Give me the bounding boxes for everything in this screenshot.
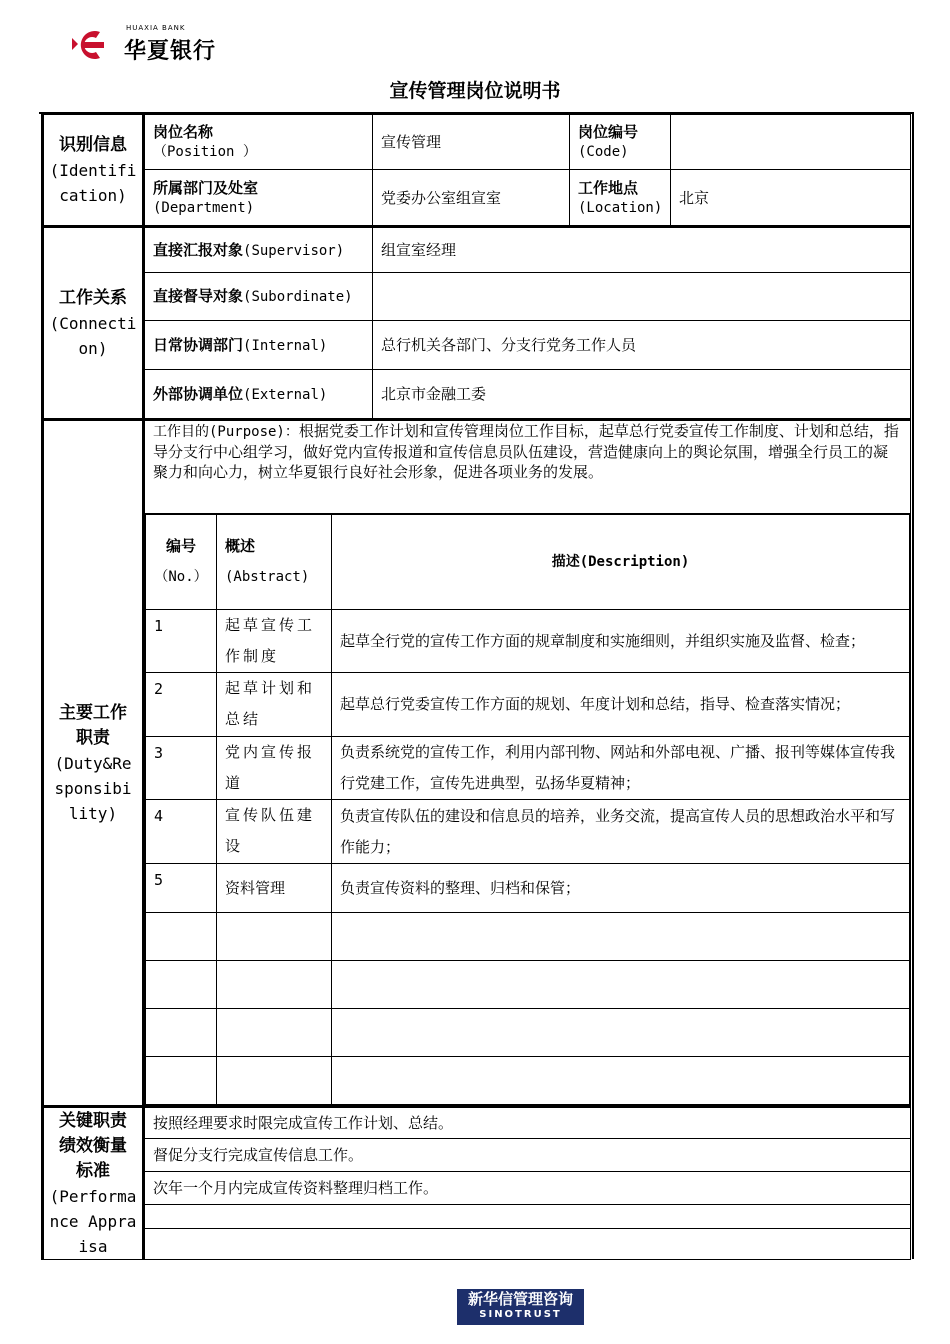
location-value: 北京 xyxy=(671,170,911,227)
duty-item-no: 1 xyxy=(146,610,217,673)
duty-item-abstract: 资料管理 xyxy=(217,864,332,913)
kpi-row xyxy=(43,1138,911,1171)
external-label-en: (External) xyxy=(243,386,328,403)
internal-label xyxy=(144,321,373,370)
duty-section-label xyxy=(43,420,144,1107)
duty-item-abstract: 起草计划和总结 xyxy=(217,673,332,737)
internal-value: 总行机关各部门、分支行党务工作人员 xyxy=(373,321,911,370)
department-label-en: (Department) xyxy=(153,199,255,216)
duty-item-no: 3 xyxy=(146,737,217,800)
connection-en: (Connection) xyxy=(49,313,137,358)
external-label-cn: 外部协调单位 xyxy=(153,384,244,403)
connection-section-label xyxy=(43,227,144,420)
duty-cn: 主要工作职责 xyxy=(59,702,127,748)
col-no-header xyxy=(146,515,217,610)
duty-item-description: 负责宣传资料的整理、归档和保管； xyxy=(332,864,910,913)
duty-item-row xyxy=(146,737,910,800)
footer-logo-cn: 新华信管理咨询 xyxy=(467,1290,573,1308)
purpose-text: 根据党委工作计划和宣传管理岗位工作目标，起草总行党委宣传工作制度、计划和总结，指导分支行中心组学习，做好党内宣传报道和宣传信息员队伍建设，营造健康向上的舆论氛围，增强全行员工的凝聚力和向心力，树立华夏银行良好社会形象，促进各项业务的发展。 xyxy=(153,422,899,481)
kpi-en: (Performance Appraisa xyxy=(49,1187,137,1256)
kpi-item xyxy=(144,1229,911,1260)
col-abstract-cn: 概述 xyxy=(225,537,256,555)
duty-item-abstract: 党内宣传报道 xyxy=(217,737,332,800)
duty-item-no: 2 xyxy=(146,673,217,737)
connection-cn: 工作关系 xyxy=(59,287,127,308)
duty-item-abstract: 起草宣传工作制度 xyxy=(217,610,332,673)
duty-empty-row xyxy=(146,1057,910,1105)
bank-emblem-icon xyxy=(70,28,114,62)
duty-items-container xyxy=(144,514,911,1107)
duty-item-no: 4 xyxy=(146,800,217,864)
col-no-cn: 编号 xyxy=(165,537,196,555)
connection-row xyxy=(43,273,911,321)
supervisor-label-cn: 直接汇报对象 xyxy=(153,240,244,259)
footer-logo-en: SINOTRUST xyxy=(479,1309,562,1320)
identification-row-1 xyxy=(43,115,911,170)
external-value: 北京市金融工委 xyxy=(373,370,911,420)
position-label-cn: 岗位名称 xyxy=(153,123,214,141)
purpose-label: 工作目的(Purpose)： xyxy=(153,424,299,440)
logo-english: HUAXIA BANK xyxy=(126,24,186,32)
location-label-cn: 工作地点 xyxy=(578,178,639,197)
duty-item-no: 5 xyxy=(146,864,217,913)
duty-items-row xyxy=(43,514,911,1107)
department-label xyxy=(144,170,373,227)
department-value: 党委办公室组宣室 xyxy=(373,170,570,227)
col-description-label: 描述(Description) xyxy=(551,554,690,570)
connection-row xyxy=(43,321,911,370)
duty-empty-row xyxy=(146,961,910,1009)
kpi-item: 按照经理要求时限完成宣传工作计划、总结。 xyxy=(144,1107,911,1139)
location-label xyxy=(570,170,671,227)
connection-row xyxy=(43,370,911,420)
code-label-cn: 岗位编号 xyxy=(578,123,639,141)
duty-item-abstract: 宣传队伍建设 xyxy=(217,800,332,864)
supervisor-label-en: (Supervisor) xyxy=(243,242,345,259)
duty-item-row xyxy=(146,864,910,913)
col-no-en: （No.） xyxy=(154,569,208,585)
internal-label-en: (Internal) xyxy=(243,337,328,354)
duty-item-description: 起草总行党委宣传工作方面的规划、年度计划和总结，指导、检查落实情况； xyxy=(332,673,910,737)
huaxia-bank-logo xyxy=(70,22,240,66)
subordinate-label-en: (Subordinate) xyxy=(243,289,353,305)
kpi-row xyxy=(43,1229,911,1260)
internal-label-cn: 日常协调部门 xyxy=(153,335,244,354)
duty-item-row xyxy=(146,673,910,737)
subordinate-label xyxy=(144,273,373,321)
external-label xyxy=(144,370,373,420)
location-label-en: (Location) xyxy=(578,199,663,216)
duty-item-description: 负责宣传队伍的建设和信息员的培养，业务交流，提高宣传人员的思想政治水平和写作能力； xyxy=(332,800,910,864)
duty-empty-row xyxy=(146,913,910,961)
code-value xyxy=(671,115,911,170)
job-description-table xyxy=(41,114,911,1260)
duty-item-description: 负责系统党的宣传工作，利用内部刊物、网站和外部电视、广播、报刊等媒体宣传我行党建工作，宣传先进典型，弘扬华夏精神； xyxy=(332,737,910,800)
department-label-cn: 所属部门及处室 xyxy=(153,178,259,197)
kpi-row xyxy=(43,1171,911,1204)
subordinate-value xyxy=(373,273,911,321)
kpi-section-label xyxy=(43,1107,144,1260)
kpi-row xyxy=(43,1204,911,1229)
position-label xyxy=(144,115,373,170)
kpi-item: 督促分支行完成宣传信息工作。 xyxy=(144,1138,911,1171)
duty-header-row xyxy=(146,515,910,610)
logo-chinese: 华夏银行 xyxy=(124,39,217,64)
position-value: 宣传管理 xyxy=(373,115,570,170)
supervisor-label xyxy=(144,227,373,273)
duty-empty-row xyxy=(146,1009,910,1057)
kpi-cn: 关键职责绩效衡量标准 xyxy=(59,1111,127,1181)
subordinate-label-cn: 直接督导对象 xyxy=(153,287,244,305)
identification-section-label xyxy=(43,115,144,227)
identification-row-2 xyxy=(43,170,911,227)
identification-en: (Identification) xyxy=(49,160,137,205)
col-abstract-header xyxy=(217,515,332,610)
position-label-en: （Position ） xyxy=(153,144,257,160)
identification-cn: 识别信息 xyxy=(59,134,127,155)
col-description-header xyxy=(332,515,910,610)
purpose-row xyxy=(43,420,911,514)
duty-item-row xyxy=(146,800,910,864)
kpi-item xyxy=(144,1204,911,1229)
duty-items-table xyxy=(145,514,910,1105)
supervisor-value: 组宣室经理 xyxy=(373,227,911,273)
document-title: 宣传管理岗位说明书 xyxy=(389,80,561,102)
duty-en: (Duty&Responsibility) xyxy=(54,753,132,823)
duty-item-description: 起草全行党的宣传工作方面的规章制度和实施细则，并组织实施及监督、检查； xyxy=(332,610,910,673)
sinotrust-logo xyxy=(457,1289,584,1325)
purpose-cell xyxy=(144,420,911,514)
code-label-en: (Code) xyxy=(578,144,629,160)
code-label xyxy=(570,115,671,170)
kpi-item: 次年一个月内完成宣传资料整理归档工作。 xyxy=(144,1171,911,1204)
connection-row xyxy=(43,227,911,273)
col-abstract-en: (Abstract) xyxy=(225,569,310,585)
kpi-row xyxy=(43,1107,911,1139)
duty-item-row xyxy=(146,610,910,673)
